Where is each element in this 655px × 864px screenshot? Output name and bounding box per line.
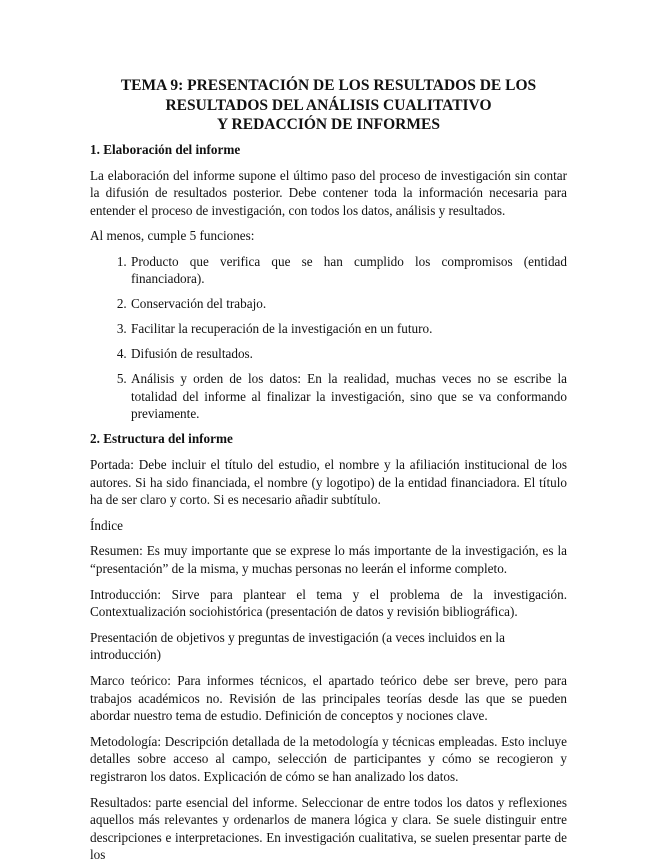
list-item: 4. Difusión de resultados. <box>130 345 567 363</box>
document-title <box>90 76 567 135</box>
section-1-heading: 1. Elaboración del informe <box>90 141 241 157</box>
section-2-heading: 2. Estructura del informe <box>90 431 233 447</box>
paragraph-introduccion: Introducción: Sirve para plantear el tema y el problema de la investigación. Contextualización sociohistórica (presentación de datos y revisión bibliográfica). <box>90 586 567 620</box>
paragraph-objetivos: Presentación de objetivos y preguntas de investigación (a veces incluidos en la introducción) <box>90 629 505 663</box>
functions-list <box>90 253 567 423</box>
title-line: RESULTADOS DEL ANÁLISIS CUALITATIVO <box>165 96 492 114</box>
title-line: TEMA 9: PRESENTACIÓN DE LOS RESULTADOS DE LOS <box>120 77 537 94</box>
paragraph-metodologia: Metodología: Descripción detallada de la metodología y técnicas empleadas. Esto incluye detalles sobre acceso al campo, selección de participantes y cómo se recogieron y registraron los datos. Explicación de cómo se han analizado los datos. <box>90 733 567 785</box>
section-1-lead: Al menos, cumple 5 funciones: <box>90 228 255 244</box>
paragraph-indice: Índice <box>90 517 123 533</box>
list-item: 3. Facilitar la recuperación de la investigación en un futuro. <box>130 320 567 338</box>
list-item: 2. Conservación del trabajo. <box>130 295 567 313</box>
list-item: 1. Producto que verifica que se han cumplido los compromisos (entidad financiadora). <box>130 253 567 288</box>
title-line: Y REDACCIÓN DE INFORMES <box>217 116 440 133</box>
list-item: 5. Análisis y orden de los datos: En la realidad, muchas veces no se escribe la totalidad del informe al finalizar la investigación, sino que se va conformando previamente. <box>130 370 567 423</box>
paragraph-marco-teorico: Marco teórico: Para informes técnicos, el apartado teórico debe ser breve, pero para trabajos académicos no. Revisión de las principales teorías desde las que se pueden abordar nuestro tema de estudio. Definición de conceptos y nociones clave. <box>90 673 567 724</box>
section-1-intro: La elaboración del informe supone el último paso del proceso de investigación sin contar la difusión de resultados posterior. Debe contener toda la información necesaria para entender el proceso de investigación, con todos los datos, análisis y resultados. <box>90 167 567 218</box>
paragraph-resultados: Resultados: parte esencial del informe. Seleccionar de entre todos los datos y reflexiones aquellos más relevantes y ordenarlos de manera lógica y clara. Se suele distinguir entre descripciones e interpretaciones. En investigación cualitativa, se suelen presentar parte de los <box>90 794 567 863</box>
paragraph-portada: Portada: Debe incluir el título del estudio, el nombre y la afiliación institucional de los autores. Si ha sido financiada, el nombre (y logotipo) de la entidad financiadora. El título ha de ser claro y corto. Si es necesario añadir subtítulo. <box>90 457 567 508</box>
paragraph-resumen: Resumen: Es muy importante que se exprese lo más importante de la investigación, es la “presentación” de la misma, y muchas personas no leerán el informe completo. <box>90 543 567 577</box>
